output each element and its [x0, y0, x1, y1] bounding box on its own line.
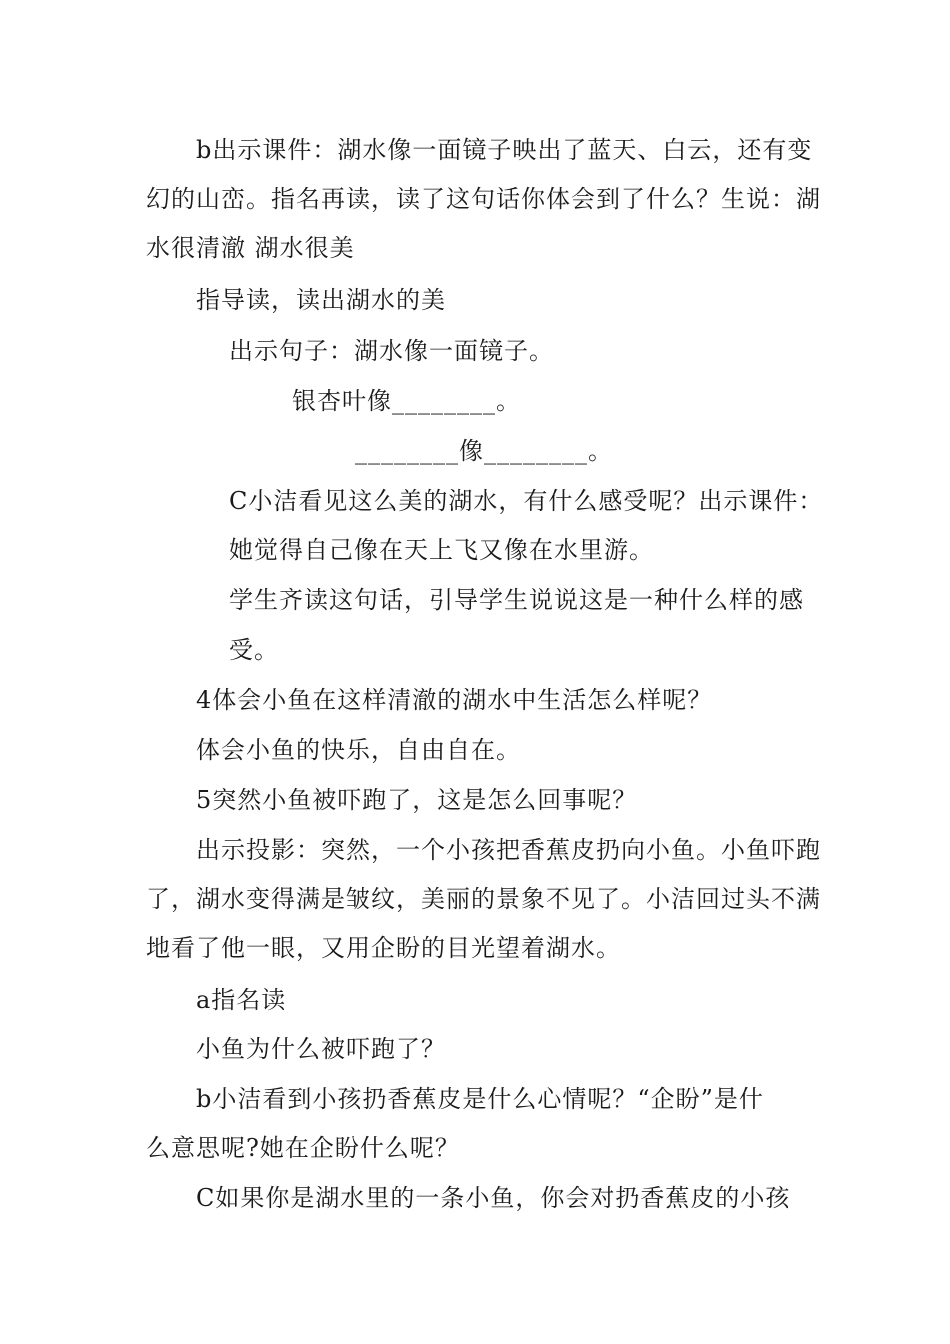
text-line: 4体会小鱼在这样清澈的湖水中生活怎么样呢？ [196, 686, 713, 714]
text-line: 水很清澈 湖水很美 [146, 234, 355, 262]
text-line: 体会小鱼的快乐，自由自在。 [196, 736, 521, 764]
text-line: 地看了他一眼，又用企盼的目光望着湖水。 [146, 934, 621, 962]
text-line: 受。 [229, 636, 279, 664]
text-line: ________像________。 [355, 437, 613, 465]
text-line: 了，湖水变得满是皱纹，美丽的景象不见了。小洁回过头不满 [146, 885, 821, 913]
text-line: 出示句子：湖水像一面镜子。 [229, 337, 554, 365]
text-line: 5突然小鱼被吓跑了，这是怎么回事呢？ [196, 786, 638, 814]
text-line: 指导读，读出湖水的美 [196, 286, 446, 314]
text-line: b小洁看到小孩扔香蕉皮是什么心情呢？“企盼”是什 [196, 1085, 764, 1113]
text-line: a指名读 [196, 986, 287, 1014]
text-line: 银杏叶像________。 [292, 387, 521, 415]
text-line: 她觉得自己像在天上飞又像在水里游。 [229, 536, 654, 564]
text-line: 么意思呢?她在企盼什么呢？ [146, 1134, 460, 1162]
text-line: C小洁看见这么美的湖水，有什么感受呢？出示课件： [229, 487, 824, 515]
text-line: 出示投影：突然，一个小孩把香蕉皮扔向小鱼。小鱼吓跑 [196, 836, 821, 864]
text-line: 学生齐读这句话，引导学生说说这是一种什么样的感 [229, 586, 804, 614]
text-line: 小鱼为什么被吓跑了？ [196, 1035, 446, 1063]
text-line: b出示课件：湖水像一面镜子映出了蓝天、白云，还有变 [196, 136, 813, 164]
text-line: C如果你是湖水里的一条小鱼，你会对扔香蕉皮的小孩 [196, 1184, 791, 1212]
text-line: 幻的山峦。指名再读，读了这句话你体会到了什么？生说：湖 [146, 185, 821, 213]
